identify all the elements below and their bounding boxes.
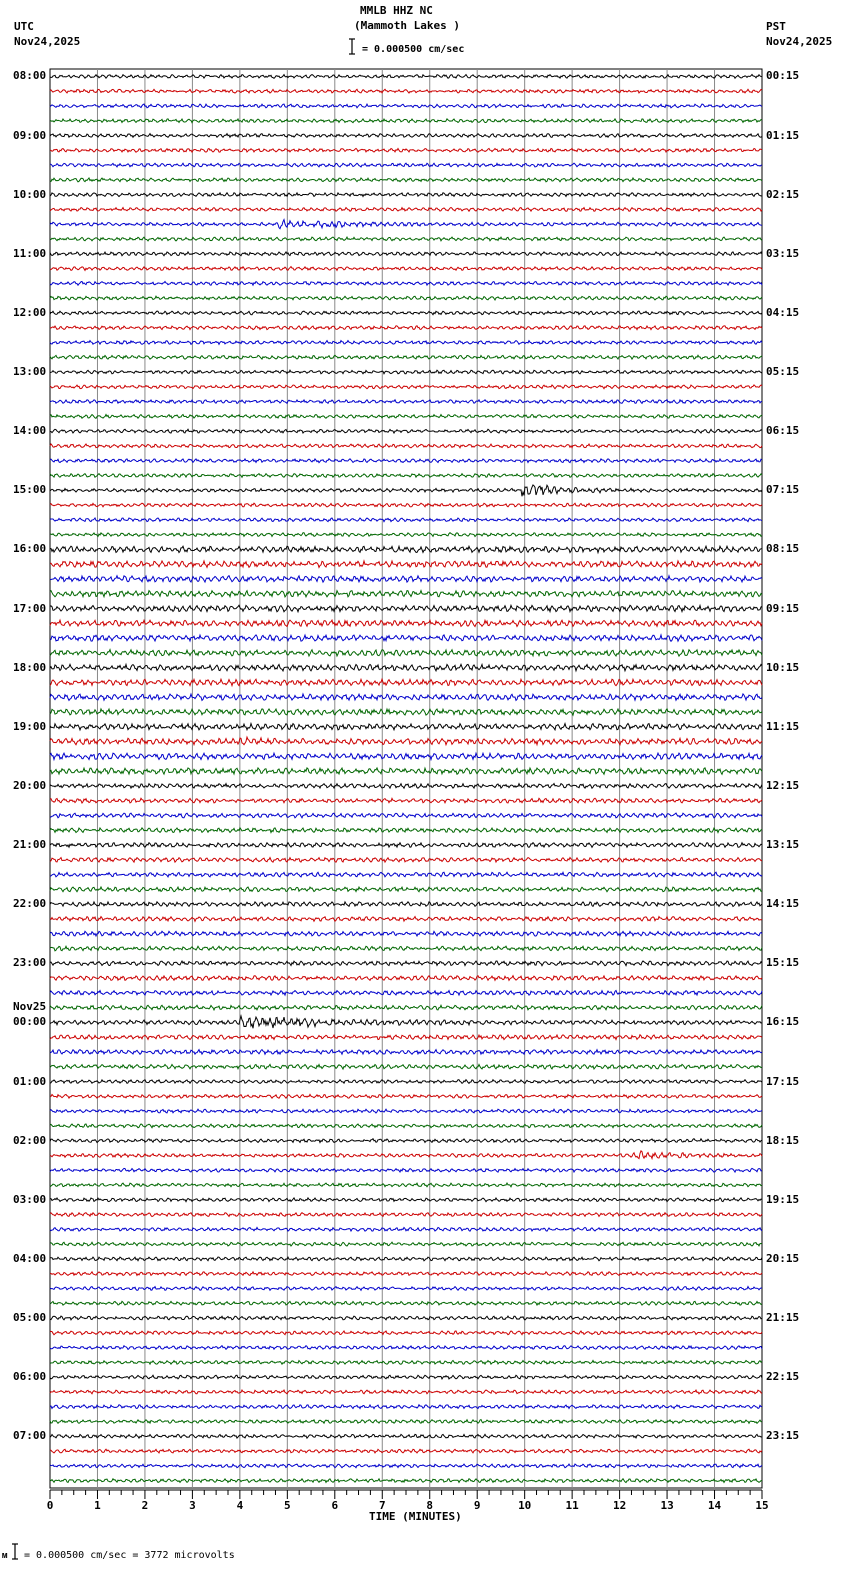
pst-hour-label: 06:15 bbox=[766, 424, 800, 438]
x-tick-label: 6 bbox=[331, 1499, 339, 1512]
trace-row bbox=[50, 917, 762, 922]
trace-row bbox=[50, 148, 762, 152]
trace-row bbox=[50, 828, 762, 833]
utc-hour-label: 18:00 bbox=[13, 660, 47, 674]
pst-hour-label: 18:15 bbox=[766, 1133, 800, 1147]
trace-row bbox=[50, 561, 762, 567]
trace-row bbox=[50, 1420, 762, 1424]
trace-row bbox=[50, 753, 762, 759]
x-tick-label: 7 bbox=[378, 1499, 386, 1512]
trace-row bbox=[50, 858, 762, 863]
trace-row bbox=[50, 385, 762, 389]
pst-hour-label: 12:15 bbox=[766, 778, 800, 792]
trace-row bbox=[50, 415, 762, 419]
x-tick-label: 14 bbox=[707, 1499, 722, 1512]
trace-row bbox=[50, 326, 762, 330]
trace-row bbox=[50, 1301, 762, 1305]
right-date: Nov24,2025 bbox=[766, 35, 833, 48]
trace-row bbox=[50, 341, 762, 345]
pst-hour-label: 01:15 bbox=[766, 128, 800, 142]
trace-row bbox=[50, 370, 762, 374]
x-tick-label: 0 bbox=[46, 1499, 54, 1512]
trace-row bbox=[50, 902, 762, 907]
trace-row bbox=[50, 1361, 762, 1365]
plot-frame bbox=[50, 69, 762, 1488]
utc-hour-label: 03:00 bbox=[13, 1192, 47, 1206]
pst-hour-label: 03:15 bbox=[766, 246, 800, 260]
trace-row bbox=[50, 1016, 762, 1028]
trace-row bbox=[50, 694, 762, 701]
pst-hour-label: 17:15 bbox=[766, 1074, 800, 1088]
trace-row bbox=[50, 1316, 762, 1320]
trace-row bbox=[50, 1287, 762, 1291]
pst-hour-label: 13:15 bbox=[766, 838, 800, 852]
utc-hour-label: 11:00 bbox=[13, 246, 47, 260]
trace-row bbox=[50, 679, 762, 685]
trace-row bbox=[50, 1464, 762, 1468]
trace-row bbox=[50, 1109, 762, 1113]
trace-row bbox=[50, 1183, 762, 1187]
trace-row bbox=[50, 282, 762, 286]
trace-row bbox=[50, 576, 762, 582]
trace-row bbox=[50, 1375, 762, 1379]
pst-hour-label: 10:15 bbox=[766, 660, 800, 674]
left-date: Nov24,2025 bbox=[14, 35, 81, 48]
trace-row bbox=[50, 459, 762, 463]
trace-row bbox=[50, 1213, 762, 1217]
pst-hour-label: 23:15 bbox=[766, 1429, 800, 1443]
trace-row bbox=[50, 533, 762, 537]
trace-row bbox=[50, 620, 762, 626]
trace-row bbox=[50, 813, 762, 818]
trace-row bbox=[50, 737, 762, 745]
trace-row bbox=[50, 1080, 762, 1084]
trace-row bbox=[50, 1168, 762, 1172]
trace-row bbox=[50, 193, 762, 197]
pst-hour-label: 15:15 bbox=[766, 956, 800, 970]
trace-row bbox=[50, 163, 762, 167]
trace-row bbox=[50, 1331, 762, 1335]
x-tick-label: 15 bbox=[755, 1499, 769, 1512]
trace-row bbox=[50, 355, 762, 359]
trace-row bbox=[50, 220, 762, 229]
utc-hour-label: 07:00 bbox=[13, 1429, 47, 1443]
trace-row bbox=[50, 1064, 762, 1069]
trace-row bbox=[50, 296, 762, 300]
utc-hour-label: 08:00 bbox=[13, 69, 47, 83]
pst-hour-label: 07:15 bbox=[766, 483, 800, 497]
pst-hour-label: 04:15 bbox=[766, 305, 800, 319]
pst-hour-label: 00:15 bbox=[766, 69, 800, 83]
date-change-label: Nov25 bbox=[13, 1000, 47, 1014]
trace-row bbox=[50, 474, 762, 478]
trace-row bbox=[50, 267, 762, 271]
x-tick-label: 5 bbox=[284, 1499, 291, 1512]
trace-row bbox=[50, 1272, 762, 1276]
utc-hour-label: 05:00 bbox=[13, 1311, 47, 1325]
trace-row bbox=[50, 1228, 762, 1232]
right-timezone: PST bbox=[766, 20, 786, 33]
trace-row bbox=[50, 1035, 762, 1040]
trace-row bbox=[50, 429, 762, 433]
trace-row bbox=[50, 1479, 762, 1483]
scale-text: = 0.000500 cm/sec bbox=[362, 44, 465, 55]
trace-row bbox=[50, 119, 762, 123]
pst-hour-label: 02:15 bbox=[766, 187, 800, 201]
location-subtitle: (Mammoth Lakes ) bbox=[354, 19, 460, 32]
utc-hour-label: 00:00 bbox=[13, 1015, 47, 1029]
x-tick-label: 4 bbox=[236, 1499, 244, 1512]
pst-hour-label: 20:15 bbox=[766, 1251, 800, 1265]
trace-row bbox=[50, 664, 762, 671]
trace-row bbox=[50, 843, 762, 848]
trace-row bbox=[50, 311, 762, 315]
x-tick-label: 12 bbox=[613, 1499, 627, 1512]
trace-row bbox=[50, 976, 762, 981]
utc-hour-label: 21:00 bbox=[13, 838, 47, 852]
pst-hour-label: 11:15 bbox=[766, 719, 800, 733]
pst-hour-label: 05:15 bbox=[766, 365, 800, 379]
x-tick-label: 8 bbox=[426, 1499, 434, 1512]
trace-row bbox=[50, 635, 762, 641]
x-tick-label: 11 bbox=[565, 1499, 579, 1512]
trace-row bbox=[50, 709, 762, 715]
trace-row bbox=[50, 1242, 762, 1246]
pst-hour-label: 21:15 bbox=[766, 1311, 800, 1325]
pst-hour-label: 22:15 bbox=[766, 1370, 800, 1384]
trace-row bbox=[50, 134, 762, 138]
trace-row bbox=[50, 946, 762, 951]
trace-row bbox=[50, 75, 762, 79]
trace-row bbox=[50, 237, 762, 241]
x-tick-label: 1 bbox=[94, 1499, 101, 1512]
utc-hour-label: 22:00 bbox=[13, 897, 47, 911]
trace-row bbox=[50, 1346, 762, 1350]
utc-hour-label: 14:00 bbox=[13, 424, 47, 438]
utc-hour-label: 04:00 bbox=[13, 1251, 47, 1265]
trace-row bbox=[50, 89, 762, 93]
utc-hour-label: 16:00 bbox=[13, 542, 47, 556]
trace-row bbox=[50, 1094, 762, 1098]
pst-hour-label: 19:15 bbox=[766, 1192, 800, 1206]
trace-row bbox=[50, 961, 762, 966]
trace-row bbox=[50, 1434, 762, 1438]
trace-row bbox=[50, 178, 762, 182]
trace-row bbox=[50, 546, 762, 552]
utc-hour-label: 23:00 bbox=[13, 956, 47, 970]
trace-row bbox=[50, 485, 762, 496]
utc-hour-label: 09:00 bbox=[13, 128, 47, 142]
x-tick-label: 9 bbox=[473, 1499, 481, 1512]
trace-row bbox=[50, 1124, 762, 1128]
trace-row bbox=[50, 1405, 762, 1409]
utc-hour-label: 02:00 bbox=[13, 1133, 47, 1147]
utc-hour-label: 01:00 bbox=[13, 1074, 47, 1088]
left-timezone: UTC bbox=[14, 20, 34, 33]
utc-hour-label: 12:00 bbox=[13, 305, 47, 319]
utc-hour-label: 13:00 bbox=[13, 365, 47, 379]
station-title: MMLB HHZ NC bbox=[360, 4, 433, 17]
x-tick-label: 2 bbox=[141, 1499, 149, 1512]
utc-hour-label: 10:00 bbox=[13, 187, 47, 201]
trace-row bbox=[50, 518, 762, 522]
trace-row bbox=[50, 503, 762, 507]
trace-row bbox=[50, 724, 762, 730]
trace-row bbox=[50, 1198, 762, 1202]
trace-row bbox=[50, 1151, 762, 1159]
x-axis-label: TIME (MINUTES) bbox=[369, 1510, 462, 1523]
trace-row bbox=[50, 1050, 762, 1055]
trace-row bbox=[50, 991, 762, 996]
trace-row bbox=[50, 400, 762, 404]
x-tick-label: 3 bbox=[189, 1499, 196, 1512]
pst-hour-label: 09:15 bbox=[766, 601, 800, 615]
trace-row bbox=[50, 887, 762, 892]
utc-hour-label: 19:00 bbox=[13, 719, 47, 733]
trace-row bbox=[50, 768, 762, 774]
trace-row bbox=[50, 1257, 762, 1261]
x-tick-label: 13 bbox=[660, 1499, 674, 1512]
trace-row bbox=[50, 444, 762, 448]
trace-row bbox=[50, 784, 762, 789]
trace-row bbox=[50, 872, 762, 877]
x-tick-label: 10 bbox=[518, 1499, 532, 1512]
trace-row bbox=[50, 252, 762, 256]
pst-hour-label: 16:15 bbox=[766, 1015, 800, 1029]
pst-hour-label: 14:15 bbox=[766, 897, 800, 911]
trace-row bbox=[50, 1139, 762, 1143]
utc-hour-label: 17:00 bbox=[13, 601, 47, 615]
trace-row bbox=[50, 605, 762, 611]
trace-row bbox=[50, 591, 762, 597]
trace-row bbox=[50, 931, 762, 936]
footer-scale-bar-icon bbox=[10, 1543, 20, 1561]
trace-row bbox=[50, 208, 762, 212]
trace-row bbox=[50, 798, 762, 803]
utc-hour-label: 06:00 bbox=[13, 1370, 47, 1384]
utc-hour-label: 20:00 bbox=[13, 778, 47, 792]
trace-row bbox=[50, 1390, 762, 1394]
trace-row bbox=[50, 1005, 762, 1010]
trace-row bbox=[50, 650, 762, 657]
trace-row bbox=[50, 1449, 762, 1453]
footer-marker: ᴍ bbox=[2, 1551, 8, 1561]
footer-scale-text: = 0.000500 cm/sec = 3772 microvolts bbox=[24, 1550, 235, 1561]
trace-row bbox=[50, 104, 762, 108]
utc-hour-label: 15:00 bbox=[13, 483, 47, 497]
pst-hour-label: 08:15 bbox=[766, 542, 800, 556]
